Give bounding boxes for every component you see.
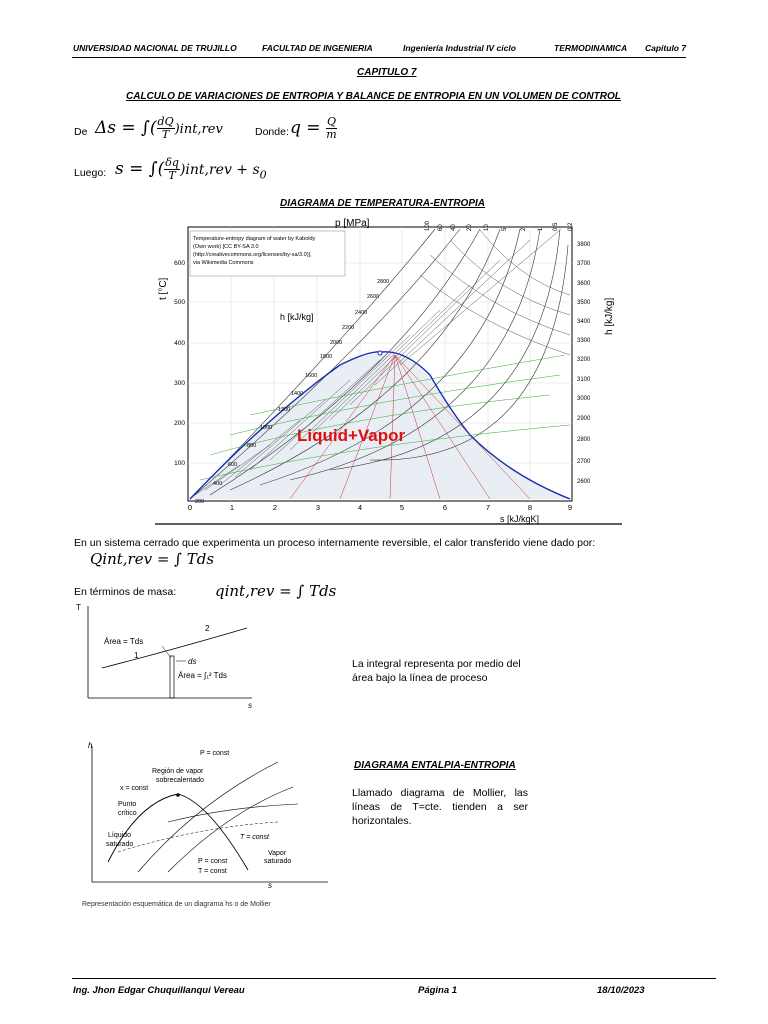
svg-text:3100: 3100 bbox=[577, 377, 591, 383]
svg-text:1000: 1000 bbox=[260, 425, 273, 431]
area-t-label: T bbox=[76, 603, 81, 612]
ds-label: ds bbox=[188, 657, 197, 666]
area-tds-label: Área = Tds bbox=[104, 637, 144, 646]
mollier-isotherm bbox=[168, 804, 298, 822]
svg-text:0,5: 0,5 bbox=[553, 222, 559, 231]
point-2-label: 2 bbox=[205, 624, 210, 633]
chapter-title: CAPITULO 7 bbox=[357, 67, 417, 78]
credit-line-1: Temperature-entropy diagram of water by Kaboldy bbox=[193, 236, 316, 242]
svg-text:2800: 2800 bbox=[577, 437, 591, 443]
svg-text:2: 2 bbox=[272, 503, 278, 512]
header-course: TERMODINAMICA bbox=[554, 43, 628, 53]
x-const-label: x = const bbox=[120, 785, 149, 792]
svg-text:2900: 2900 bbox=[577, 416, 591, 422]
heat-transfer-equation: Qint,rev = ∫ Tds bbox=[90, 550, 215, 568]
area-integral-label: Área = ∫₁² Tds bbox=[178, 671, 227, 680]
svg-text:1: 1 bbox=[229, 503, 235, 512]
credit-line-4: via Wikimedia Commons bbox=[193, 260, 254, 266]
svg-text:1200: 1200 bbox=[278, 407, 291, 413]
svg-text:3600: 3600 bbox=[577, 281, 591, 287]
header-faculty: FACULTAD DE INGENIERIA bbox=[262, 43, 373, 53]
liquid-label-1: Líquido bbox=[108, 832, 131, 839]
area-s-label: s bbox=[248, 701, 252, 710]
footer-author: Ing. Jhon Edgar Chuquillanqui Vereau bbox=[73, 985, 245, 996]
svg-text:3700: 3700 bbox=[577, 261, 591, 267]
svg-text:20: 20 bbox=[467, 224, 473, 231]
svg-text:60: 60 bbox=[438, 224, 444, 231]
specific-heat-transfer-equation: qint,rev = ∫ Tds bbox=[215, 582, 337, 600]
svg-text:400: 400 bbox=[213, 481, 223, 487]
svg-text:3200: 3200 bbox=[577, 357, 591, 363]
ts-diagram-title: DIAGRAMA DE TEMPERATURA-ENTROPIA bbox=[280, 198, 485, 209]
entropy-ticks bbox=[188, 503, 572, 512]
closed-system-paragraph: En un sistema cerrado que experimenta un proceso internamente reversible, el calor transferido viene dado por: bbox=[74, 537, 596, 549]
footer-date: 18/10/2023 bbox=[597, 985, 645, 996]
area-strip bbox=[170, 656, 174, 698]
svg-text:6: 6 bbox=[442, 503, 448, 512]
svg-text:7: 7 bbox=[485, 503, 491, 512]
enthalpy-inner-label: h [kJ/kg] bbox=[280, 312, 314, 322]
area-under-curve-figure bbox=[72, 600, 262, 712]
mollier-figure bbox=[78, 742, 334, 910]
mollier-s-label: s bbox=[268, 881, 272, 890]
svg-text:200: 200 bbox=[174, 420, 185, 427]
svg-text:2600: 2600 bbox=[577, 479, 591, 485]
pt-const-label-1: P = const bbox=[198, 858, 228, 865]
footer-page: Página 1 bbox=[418, 985, 458, 996]
eq2-lead: Luego: bbox=[74, 167, 107, 179]
svg-text:800: 800 bbox=[247, 443, 257, 449]
credit-line-2: (Own work) [CC BY-SA 3.0 bbox=[193, 244, 259, 250]
svg-text:600: 600 bbox=[228, 462, 238, 468]
header-chapter: Capitulo 7 bbox=[645, 43, 687, 53]
svg-text:2: 2 bbox=[521, 227, 527, 231]
credit-line-3: (http://creativecommons.org/licenses/by-sa/3.0)], bbox=[193, 252, 312, 258]
entropy-equation: s = ∫( $\frac{\delta q}{T}$ )$int,rev + s_0$ bbox=[115, 156, 267, 182]
vapor-sat-label-2: saturado bbox=[264, 858, 292, 865]
footer-rule bbox=[72, 978, 716, 979]
svg-text:3: 3 bbox=[315, 503, 321, 512]
svg-text:1800: 1800 bbox=[320, 354, 333, 360]
header-rule bbox=[72, 57, 686, 58]
svg-text:0,2: 0,2 bbox=[568, 222, 574, 231]
svg-text:5: 5 bbox=[502, 227, 508, 231]
critical-point-label-1: Punto bbox=[118, 801, 137, 808]
svg-text:10: 10 bbox=[484, 224, 490, 231]
p-const-label: P = const bbox=[200, 750, 230, 757]
header-university: UNIVERSIDAD NACIONAL DE TRUJILLO bbox=[73, 43, 237, 53]
svg-text:2600: 2600 bbox=[367, 294, 380, 300]
svg-text:40: 40 bbox=[451, 224, 457, 231]
svg-text:3800: 3800 bbox=[577, 242, 591, 248]
eq1-lead: De bbox=[74, 126, 88, 138]
svg-text:4: 4 bbox=[357, 503, 363, 512]
svg-text:1600: 1600 bbox=[305, 373, 318, 379]
svg-text:8: 8 bbox=[527, 503, 533, 512]
svg-text:2800: 2800 bbox=[377, 279, 390, 285]
svg-text:9: 9 bbox=[567, 503, 573, 512]
vapor-region-label-2: sobrecalentado bbox=[156, 777, 204, 784]
svg-text:1400: 1400 bbox=[291, 391, 304, 397]
mass-terms-lead: En términos de masa: bbox=[74, 586, 177, 598]
mollier-caption: Representación esquemática de un diagrama hs o de Mollier bbox=[82, 901, 271, 908]
main-title: CALCULO DE VARIACIONES DE ENTROPIA Y BALANCE DE ENTROPIA EN UN VOLUMEN DE CONTROL bbox=[126, 91, 621, 102]
header-program: Ingeniería Industrial IV ciclo bbox=[403, 43, 516, 53]
svg-text:3000: 3000 bbox=[577, 396, 591, 402]
mollier-explanation: Llamado diagrama de Mollier, las líneas de T=cte. tienden a ser horizontales. bbox=[352, 787, 528, 827]
svg-text:3500: 3500 bbox=[577, 300, 591, 306]
svg-text:600: 600 bbox=[174, 260, 185, 267]
mollier-title: DIAGRAMA ENTALPIA-ENTROPIA bbox=[354, 760, 516, 771]
vapor-region-label-1: Región de vapor bbox=[152, 768, 204, 775]
temperature-ticks bbox=[174, 260, 185, 467]
point-1-label: 1 bbox=[134, 651, 139, 660]
eq1-where: Donde: bbox=[255, 126, 289, 138]
critical-point-label-2: crítico bbox=[118, 810, 137, 817]
enthalpy-right-label: h [kJ/kg] bbox=[604, 297, 615, 335]
svg-text:200: 200 bbox=[195, 499, 205, 505]
svg-text:100: 100 bbox=[425, 220, 431, 231]
temperature-axis-label: t [°C] bbox=[158, 277, 169, 300]
svg-text:5: 5 bbox=[399, 503, 405, 512]
svg-text:0: 0 bbox=[187, 503, 193, 512]
svg-text:300: 300 bbox=[174, 380, 185, 387]
mollier-h-label: h bbox=[88, 742, 93, 750]
liquid-vapor-label: Liquid+Vapor bbox=[297, 426, 406, 445]
entropy-axis-label: s [kJ/kgK] bbox=[500, 514, 540, 524]
area-explanation: La integral representa por medio del área bajo la línea de proceso bbox=[352, 658, 521, 684]
critical-point bbox=[378, 351, 382, 355]
liquid-label-2: saturado bbox=[106, 841, 134, 848]
svg-text:3300: 3300 bbox=[577, 338, 591, 344]
mollier-critical-point bbox=[176, 793, 180, 797]
t-const-label: T = const bbox=[240, 834, 269, 841]
pressure-axis-label: p [MPa] bbox=[335, 218, 370, 229]
svg-text:2000: 2000 bbox=[330, 340, 343, 346]
entropy-change-equation: Δs = ∫( $\frac{dQ}{T}$ )int,rev bbox=[95, 115, 223, 141]
svg-text:3400: 3400 bbox=[577, 319, 591, 325]
svg-text:400: 400 bbox=[174, 340, 185, 347]
svg-text:2200: 2200 bbox=[342, 325, 355, 331]
svg-text:100: 100 bbox=[174, 460, 185, 467]
process-curve bbox=[102, 628, 247, 668]
svg-text:2400: 2400 bbox=[355, 310, 368, 316]
ts-diagram bbox=[150, 215, 630, 527]
pt-const-label-2: T = const bbox=[198, 868, 227, 875]
svg-text:2700: 2700 bbox=[577, 459, 591, 465]
specific-heat-equation: q = $\frac{Q}{m}$ bbox=[290, 115, 337, 141]
svg-text:1: 1 bbox=[538, 227, 544, 231]
svg-text:500: 500 bbox=[174, 299, 185, 306]
vapor-sat-label-1: Vapor bbox=[268, 850, 287, 857]
enthalpy-right-ticks bbox=[577, 242, 591, 485]
